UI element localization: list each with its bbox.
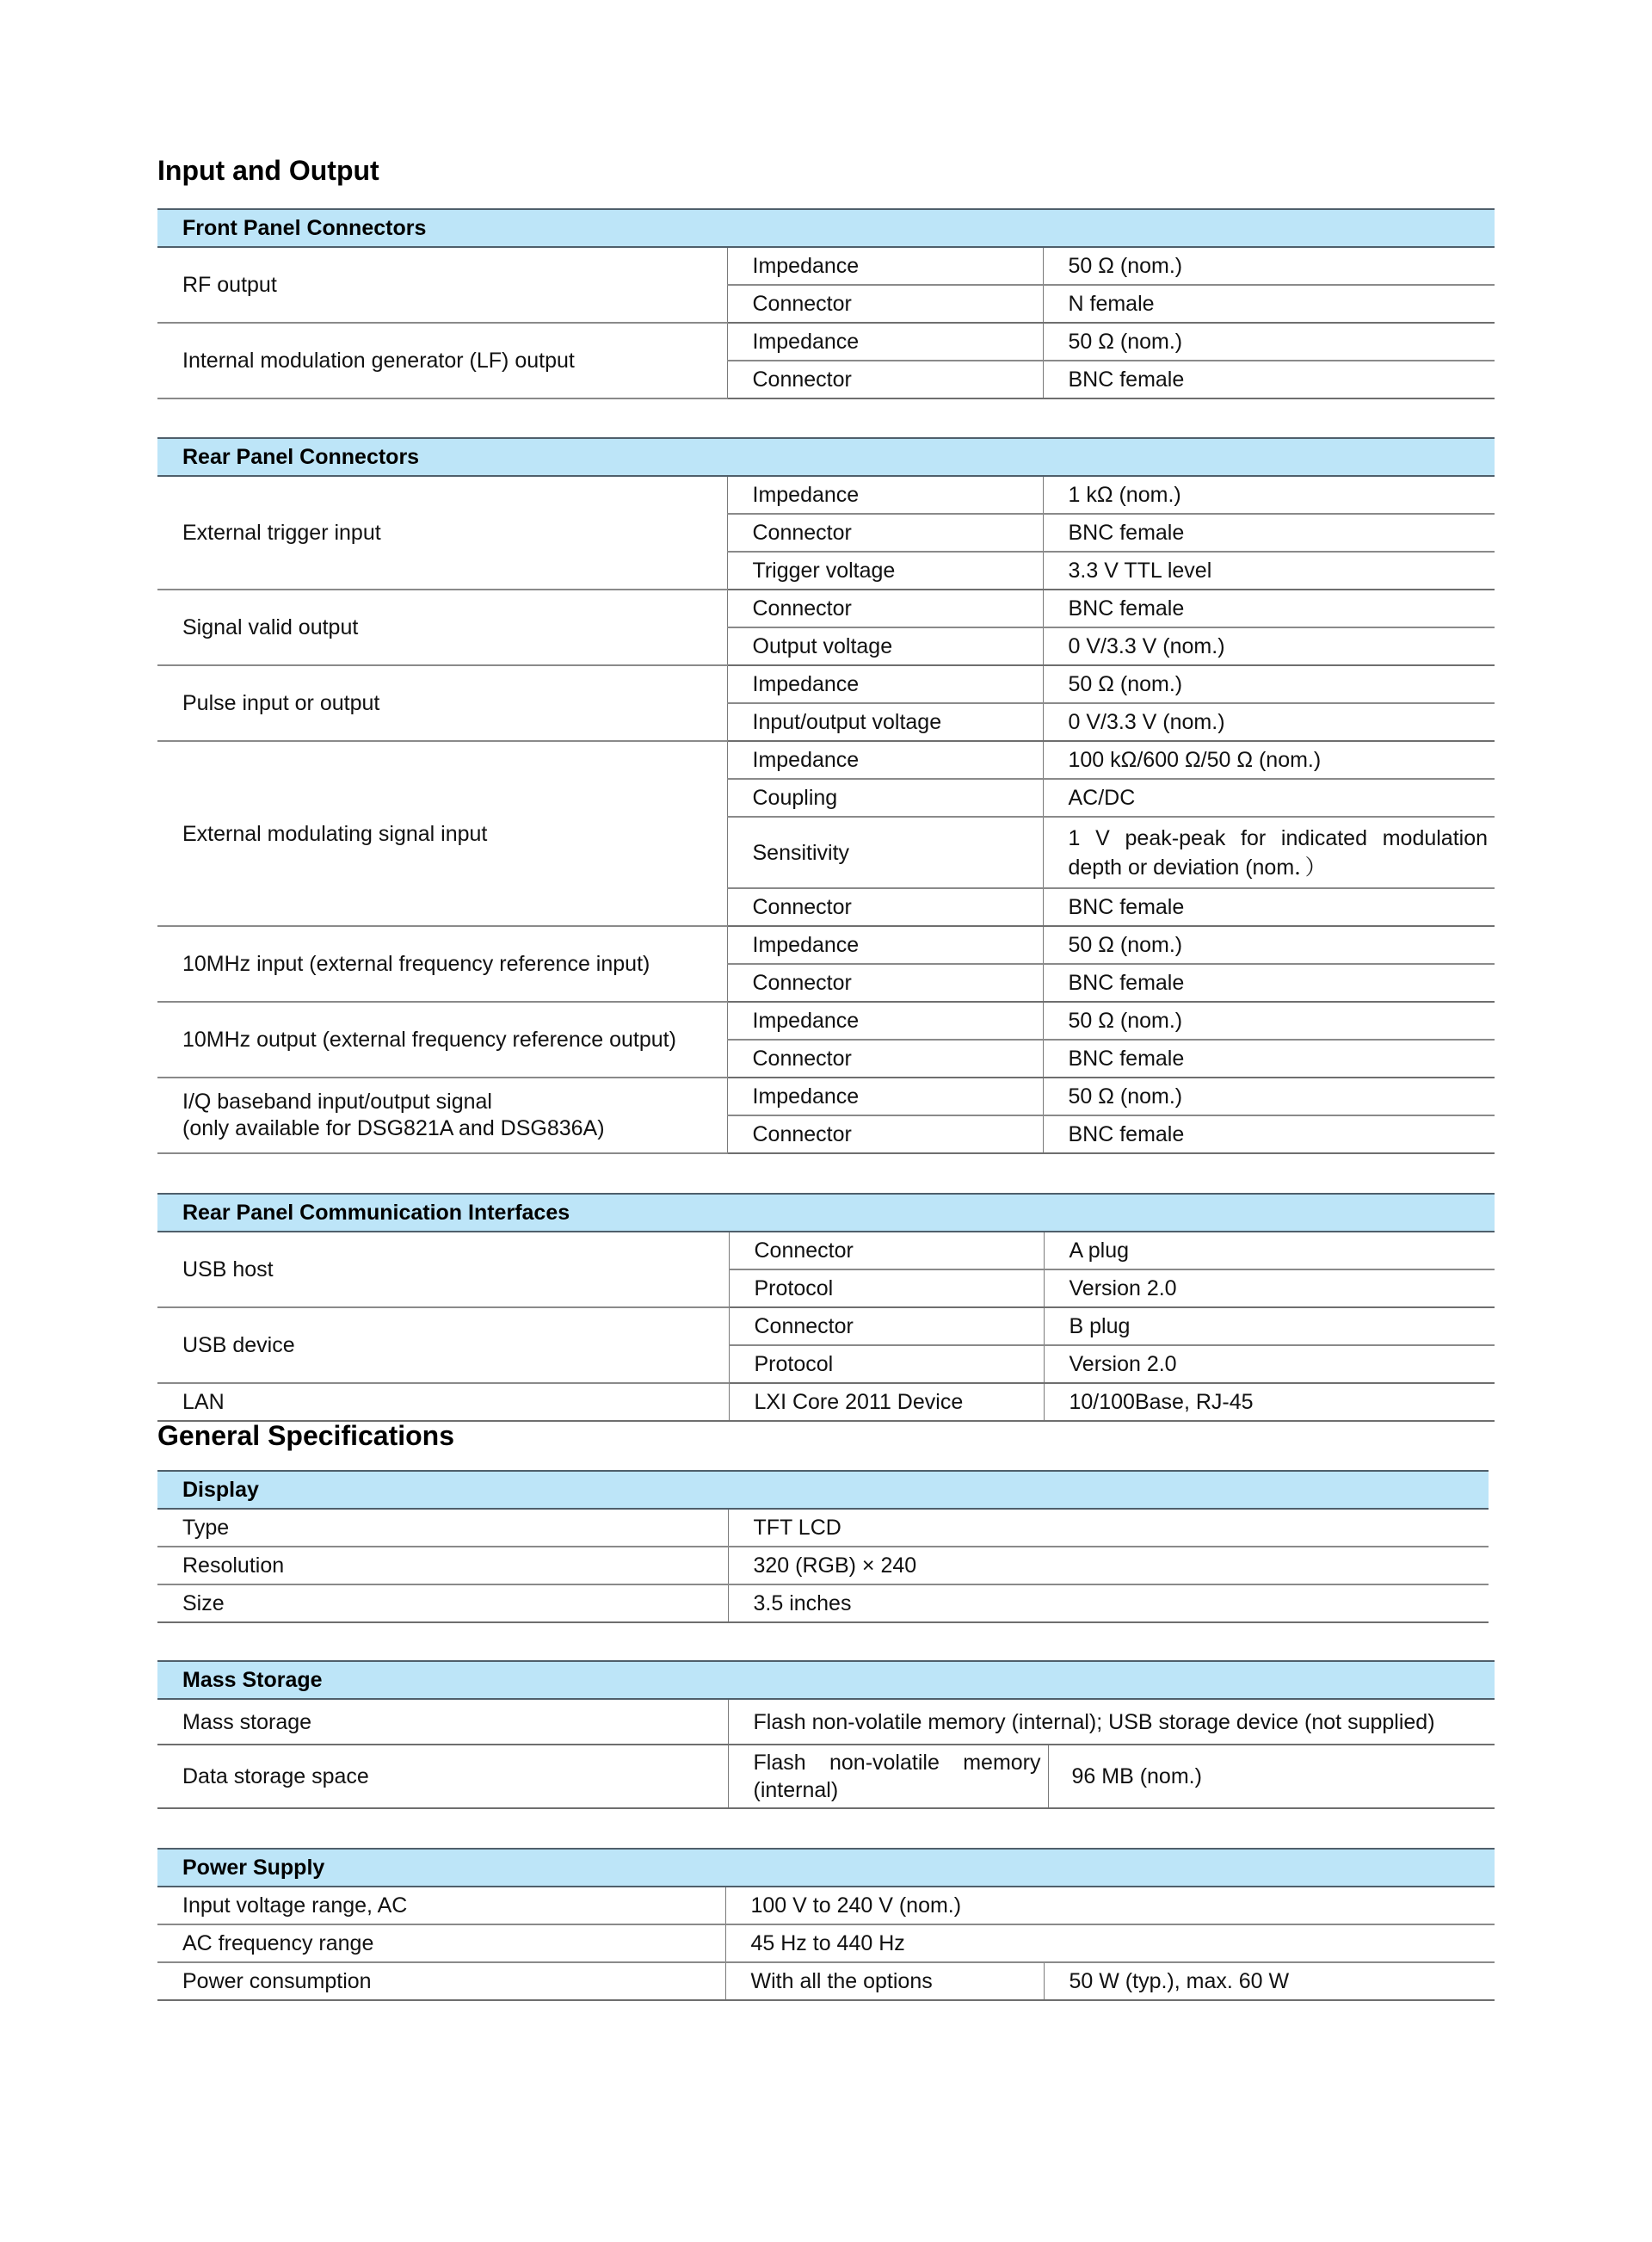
row-label-line2: (only available for DSG821A and DSG836A) [182, 1116, 605, 1140]
value-cell: BNC female [1043, 1040, 1495, 1078]
param-cell: Impedance [727, 926, 1043, 964]
table-row [157, 1887, 1495, 1924]
mass-storage-table [157, 1660, 1495, 1809]
row-label: Size [157, 1584, 728, 1622]
row-label: Signal valid output [157, 590, 727, 665]
rear-panel-connectors-table [157, 437, 1495, 1154]
table-row [157, 1547, 1489, 1584]
value-cell: TFT LCD [728, 1509, 1489, 1547]
value-cell: 320 (RGB) × 240 [728, 1547, 1489, 1584]
row-label: Input voltage range, AC [157, 1887, 725, 1924]
value-cell: BNC female [1043, 1115, 1495, 1153]
table-row [157, 1232, 1495, 1269]
value-cell: 50 Ω (nom.) [1043, 926, 1495, 964]
table-row [157, 1745, 1495, 1808]
power-supply-table [157, 1848, 1495, 2001]
table-row [157, 1699, 1495, 1745]
param-cell: Connector [727, 285, 1043, 323]
param-cell: Trigger voltage [727, 552, 1043, 590]
value-cell: 50 Ω (nom.) [1043, 323, 1495, 361]
value-cell: BNC female [1043, 514, 1495, 552]
value-cell: 0 V/3.3 V (nom.) [1043, 627, 1495, 665]
table-row [157, 1078, 1495, 1115]
row-label: Pulse input or output [157, 665, 727, 741]
table-row [157, 741, 1495, 779]
value-cell: BNC female [1043, 888, 1495, 926]
value-cell: 0 V/3.3 V (nom.) [1043, 703, 1495, 741]
param-cell: Impedance [727, 247, 1043, 285]
table-row [157, 1962, 1495, 2000]
param-cell: Connector [727, 888, 1043, 926]
table-header: Power Supply [157, 1849, 1495, 1887]
value-cell: 3.5 inches [728, 1584, 1489, 1622]
row-label: Mass storage [157, 1699, 728, 1745]
table-row [157, 665, 1495, 703]
row-label: USB host [157, 1232, 729, 1307]
table-row [157, 323, 1495, 361]
value-cell: N female [1043, 285, 1495, 323]
param-cell: LXI Core 2011 Device [729, 1383, 1044, 1421]
row-label: Data storage space [157, 1745, 728, 1808]
table-row [157, 1002, 1495, 1040]
row-label: USB device [157, 1307, 729, 1383]
value-cell: 50 Ω (nom.) [1043, 247, 1495, 285]
row-label: External modulating signal input [157, 741, 727, 926]
row-label: Internal modulation generator (LF) output [157, 323, 727, 398]
table-row [157, 1307, 1495, 1345]
value-cell: AC/DC [1043, 779, 1495, 817]
row-label: LAN [157, 1383, 729, 1421]
value-cell: 10/100Base, RJ-45 [1044, 1383, 1495, 1421]
param-cell: Impedance [727, 476, 1043, 514]
param-cell: Sensitivity [727, 817, 1043, 888]
value-cell: 45 Hz to 440 Hz [725, 1924, 1495, 1962]
value-cell: BNC female [1043, 361, 1495, 398]
rear-panel-communication-table [157, 1193, 1495, 1422]
table-header: Front Panel Connectors [157, 209, 1495, 247]
value-cell: 100 V to 240 V (nom.) [725, 1887, 1495, 1924]
param-cell: Impedance [727, 1002, 1043, 1040]
row-label: 10MHz output (external frequency reference output) [157, 1002, 727, 1078]
value-cell: 96 MB (nom.) [1048, 1745, 1495, 1808]
param-cell: Connector [729, 1307, 1044, 1345]
value-cell: 1 kΩ (nom.) [1043, 476, 1495, 514]
section-title-general-specifications: General Specifications [157, 1420, 455, 1451]
value-cell: 50 Ω (nom.) [1043, 1002, 1495, 1040]
param-cell: Impedance [727, 665, 1043, 703]
row-label-line1: I/Q baseband input/output signal [182, 1090, 492, 1114]
row-label: Power consumption [157, 1962, 725, 2000]
section-title-input-output: Input and Output [157, 155, 379, 186]
value-cell: Version 2.0 [1044, 1269, 1495, 1307]
param-cell: With all the options [725, 1962, 1044, 2000]
param-cell: Connector [727, 964, 1043, 1002]
value-cell: 50 Ω (nom.) [1043, 1078, 1495, 1115]
row-label: Resolution [157, 1547, 728, 1584]
row-label: 10MHz input (external frequency reference input) [157, 926, 727, 1002]
param-cell: Protocol [729, 1345, 1044, 1383]
value-cell: 50 W (typ.), max. 60 W [1044, 1962, 1495, 2000]
row-label: AC frequency range [157, 1924, 725, 1962]
value-cell: B plug [1044, 1307, 1495, 1345]
param-cell: Connector [727, 1040, 1043, 1078]
param-cell: Impedance [727, 741, 1043, 779]
value-cell: BNC female [1043, 590, 1495, 627]
front-panel-connectors-table [157, 208, 1495, 399]
param-cell: Output voltage [727, 627, 1043, 665]
table-header: Mass Storage [157, 1661, 1495, 1699]
param-cell: Connector [729, 1232, 1044, 1269]
param-cell: Input/output voltage [727, 703, 1043, 741]
display-table [157, 1470, 1489, 1623]
param-cell: Connector [727, 590, 1043, 627]
param-cell: Impedance [727, 1078, 1043, 1115]
table-row [157, 926, 1495, 964]
table-row [157, 1924, 1495, 1962]
value-cell: 3.3 V TTL level [1043, 552, 1495, 590]
row-label: External trigger input [157, 476, 727, 590]
value-cell: 50 Ω (nom.) [1043, 665, 1495, 703]
param-cell: Impedance [727, 323, 1043, 361]
value-cell: BNC female [1043, 964, 1495, 1002]
value-cell: 100 kΩ/600 Ω/50 Ω (nom.) [1043, 741, 1495, 779]
param-cell: Coupling [727, 779, 1043, 817]
param-cell: Connector [727, 361, 1043, 398]
row-label [157, 1078, 727, 1153]
table-row [157, 1383, 1495, 1421]
param-cell: Connector [727, 514, 1043, 552]
row-label: Type [157, 1509, 728, 1547]
table-header: Rear Panel Communication Interfaces [157, 1194, 1495, 1232]
param-cell: Connector [727, 1115, 1043, 1153]
table-row [157, 1509, 1489, 1547]
value-cell: Version 2.0 [1044, 1345, 1495, 1383]
param-cell: Protocol [729, 1269, 1044, 1307]
value-cell: A plug [1044, 1232, 1495, 1269]
value-cell: 1 V peak-peak for indicated modulation depth or deviation (nom．） [1043, 817, 1495, 888]
table-header: Display [157, 1471, 1489, 1509]
param-cell: Flash non-volatile memory (internal) [728, 1745, 1048, 1808]
row-label: RF output [157, 247, 727, 323]
table-row [157, 476, 1495, 514]
table-row [157, 1584, 1489, 1622]
table-row [157, 590, 1495, 627]
table-header: Rear Panel Connectors [157, 438, 1495, 476]
table-row [157, 247, 1495, 285]
value-cell: Flash non-volatile memory (internal); USB storage device (not supplied) [728, 1699, 1495, 1745]
